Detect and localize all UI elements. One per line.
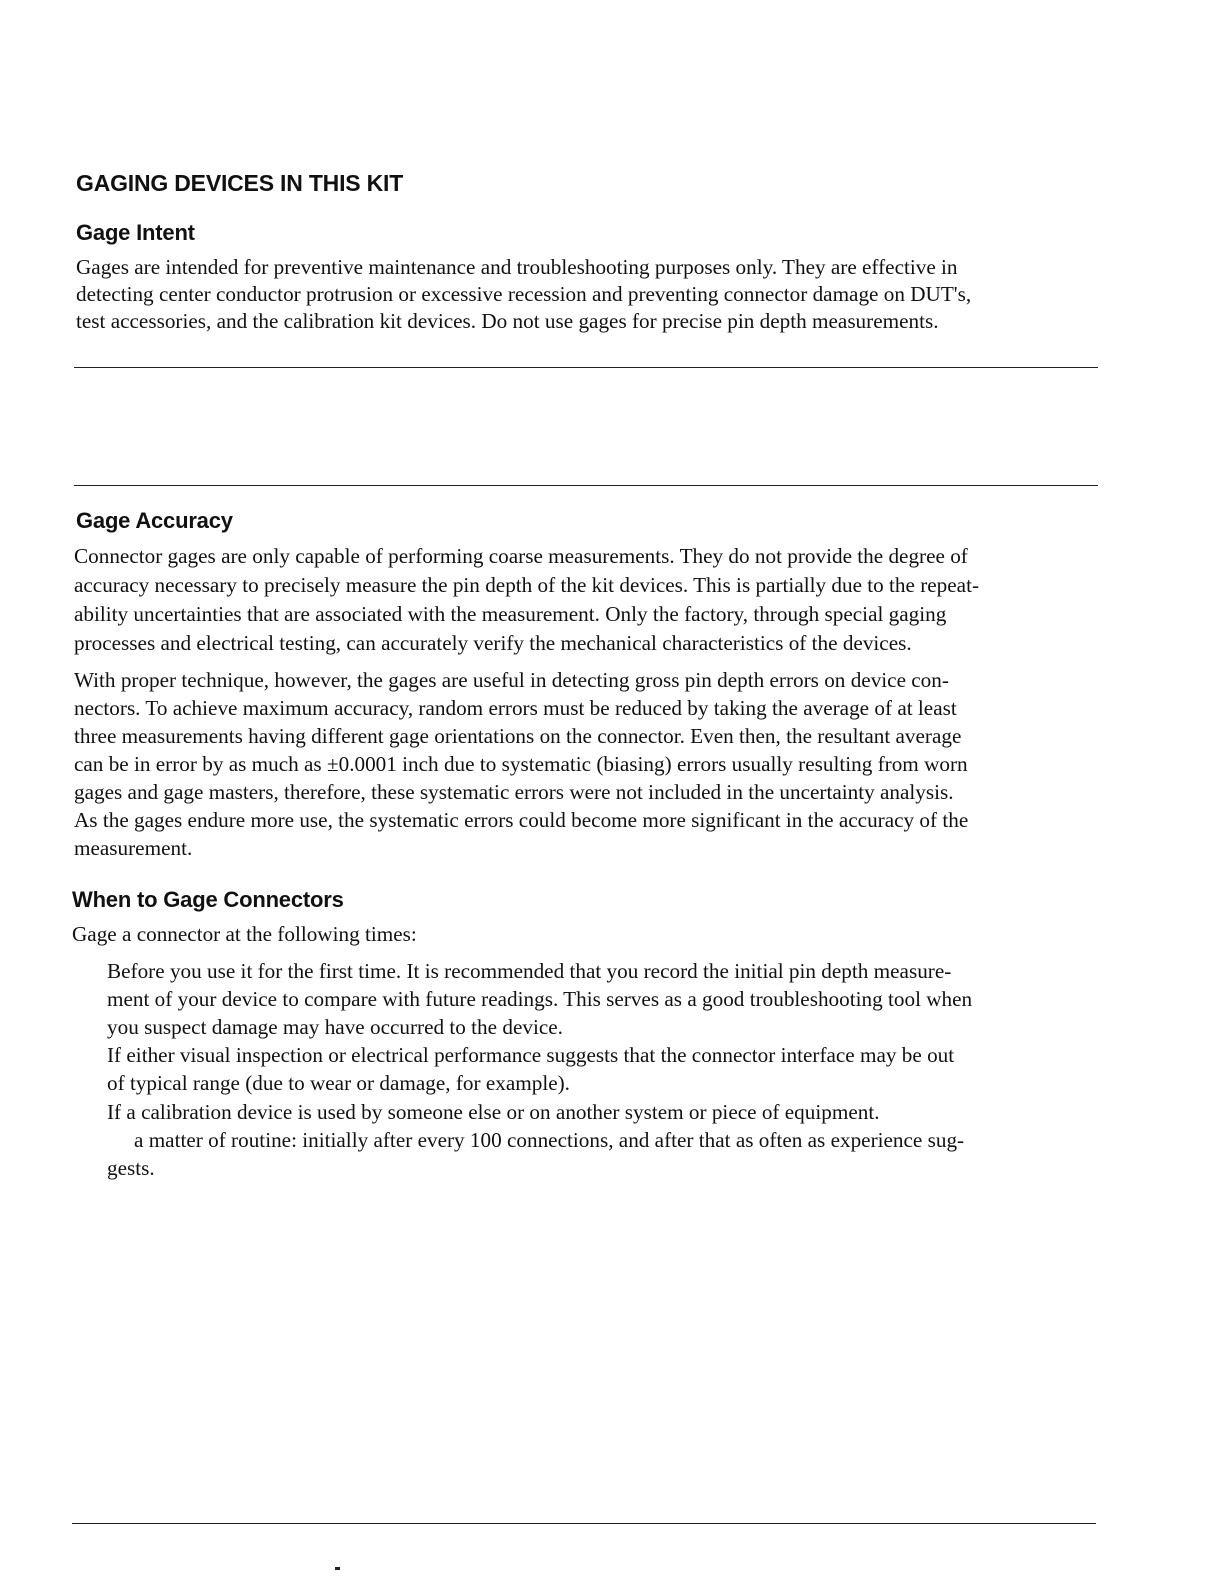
gage-intent-line-2: detecting center conductor protrusion or excessive recession and preventing connector damage on DUT's, [76, 282, 972, 306]
gage-accuracy-p1-line-3: ability uncertainties that are associated with the measurement. Only the factory, through special gaging [74, 602, 947, 626]
gage-accuracy-heading: Gage Accuracy [76, 508, 233, 533]
item-3-line-1: If a calibration device is used by someone else or on another system or piece of equipment. [107, 1100, 880, 1124]
gage-accuracy-p1-line-1: Connector gages are only capable of performing coarse measurements. They do not provide the degree of [74, 544, 968, 568]
divider-middle [74, 485, 1098, 486]
item-1-line-3: you suspect damage may have occurred to the device. [107, 1015, 563, 1039]
gage-accuracy-p2-line-1: With proper technique, however, the gages are useful in detecting gross pin depth errors on device con- [74, 668, 949, 692]
gage-accuracy-p2-line-3: three measurements having different gage orientations on the connector. Even then, the resultant average [74, 724, 962, 748]
item-2-line-1: If either visual inspection or electrical performance suggests that the connector interface may be out [107, 1043, 955, 1067]
gage-intent-heading: Gage Intent [76, 220, 195, 245]
footer-rule [72, 1523, 1096, 1524]
when-to-gage-intro-text: Gage a connector at the following times: [72, 922, 417, 946]
item-4-line-1: a matter of routine: initially after every 100 connections, and after that as often as experience sug- [134, 1128, 965, 1152]
divider-top [74, 367, 1098, 368]
gage-accuracy-p2-line-7: measurement. [74, 836, 193, 860]
item-1-line-1: Before you use it for the first time. It is recommended that you record the initial pin depth measure- [107, 959, 952, 983]
item-4-line-2: gests. [107, 1156, 155, 1180]
item-1-line-2: ment of your device to compare with future readings. This serves as a good troubleshooting tool when [107, 987, 973, 1011]
gage-intent-line-3: test accessories, and the calibration kit devices. Do not use gages for precise pin depth measurements. [76, 309, 939, 333]
gage-accuracy-p2-line-6: As the gages endure more use, the systematic errors could become more significant in the accuracy of the [74, 808, 969, 832]
gage-accuracy-p1-line-4: processes and electrical testing, can accurately verify the mechanical characteristics of the devices. [74, 631, 912, 655]
gage-accuracy-p1-line-2: accuracy necessary to precisely measure the pin depth of the kit devices. This is partially due to the repeat- [74, 573, 980, 597]
section-title: GAGING DEVICES IN THIS KIT [76, 170, 404, 196]
gage-intent-line-1: Gages are intended for preventive maintenance and troubleshooting purposes only. They are effective in [76, 255, 958, 279]
gage-accuracy-p2-line-2: nectors. To achieve maximum accuracy, random errors must be reduced by taking the average of at least [74, 696, 957, 720]
when-to-gage-heading: When to Gage Connectors [72, 887, 344, 912]
gage-accuracy-p2-line-5: gages and gage masters, therefore, these systematic errors were not included in the uncertainty analysis. [74, 780, 954, 804]
gage-accuracy-p2-line-4: can be in error by as much as ±0.0001 inch due to systematic (biasing) errors usually resulting from worn [74, 752, 968, 776]
footer-mark [335, 1567, 340, 1570]
item-2-line-2: of typical range (due to wear or damage, for example). [107, 1071, 570, 1095]
